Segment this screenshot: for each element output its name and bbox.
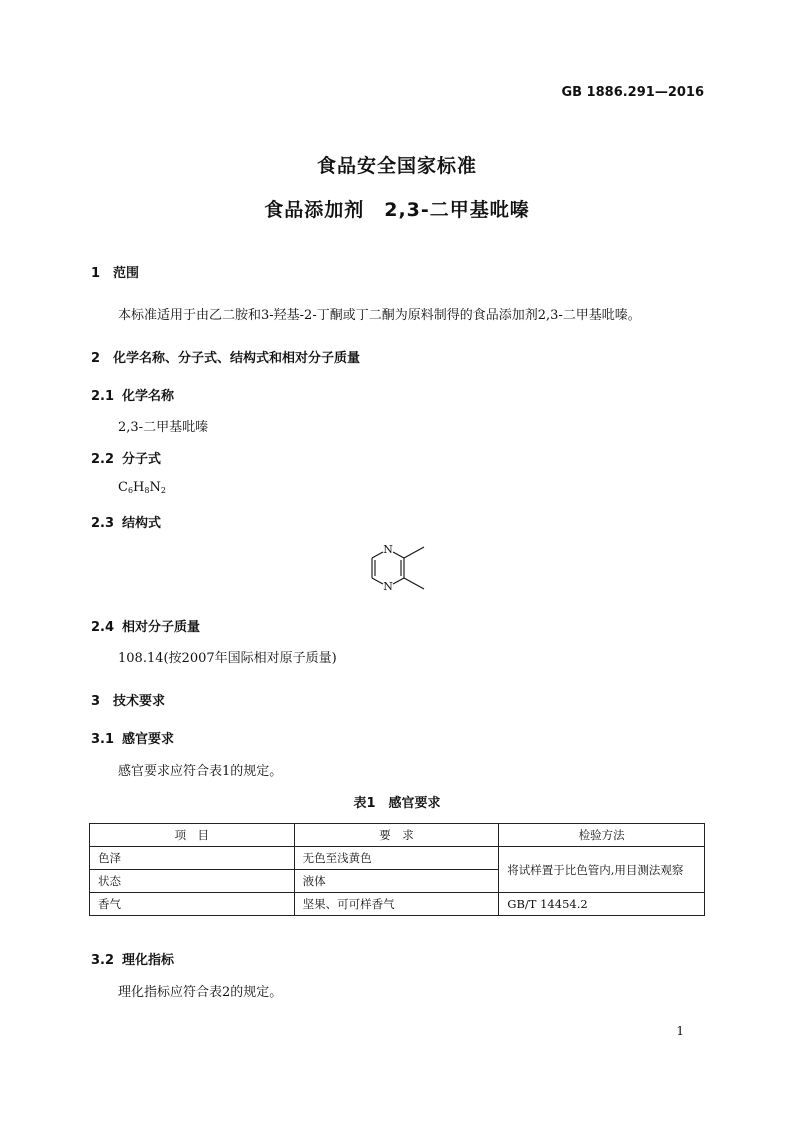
molecular-formula: $C_6H_8N_2$: [118, 480, 166, 495]
table-header-cell: 检验方法: [499, 824, 705, 847]
section-3-2-body: 理化指标应符合表2的规定。: [118, 985, 283, 1000]
table-header-cell: 项 目: [90, 824, 295, 847]
nitrogen-atom-bottom: N: [383, 580, 393, 593]
ring-bond: [393, 552, 404, 558]
table-cell: 无色至浅黄色: [294, 847, 499, 870]
section-title: 化学名称: [122, 389, 175, 404]
table-cell: 液体: [294, 870, 499, 893]
section-3-2-heading: [91, 949, 174, 968]
section-2-2-heading: [91, 448, 161, 467]
title-line-1: 食品安全国家标准: [316, 155, 477, 177]
section-title: 理化指标: [122, 953, 175, 968]
section-number: 2.4: [91, 620, 115, 635]
table-1-caption: 表1 感官要求: [353, 796, 441, 811]
section-1-body: 本标准适用于由乙二胺和3-羟基-2-丁酮或丁二酮为原料制得的食品添加剂2,3-二甲基吡嗪。: [118, 308, 641, 323]
methyl-bond: [404, 578, 424, 589]
table-cell: 状态: [90, 870, 295, 893]
section-number: 3.2: [91, 953, 115, 968]
table-row: [90, 847, 705, 870]
table-header-row: [90, 824, 705, 847]
section-number: 2: [91, 351, 101, 366]
page-number: 1: [676, 1024, 684, 1038]
table-cell: GB/T 14454.2: [499, 893, 705, 916]
section-title: 相对分子质量: [122, 620, 201, 635]
table-cell: 将试样置于比色管内,用目测法观察: [499, 847, 705, 893]
methyl-bond: [404, 547, 424, 558]
section-number: 2.2: [91, 452, 115, 467]
table-row: [90, 893, 705, 916]
section-number: 2.3: [91, 516, 115, 531]
section-1-heading: [91, 262, 139, 281]
section-title: 感官要求: [122, 732, 175, 747]
table-cell: 坚果、可可样香气: [294, 893, 499, 916]
section-2-3-heading: [91, 512, 161, 531]
table-cell: 香气: [90, 893, 295, 916]
table-cell: 色泽: [90, 847, 295, 870]
section-3-1-heading: [91, 728, 174, 747]
table-1: [89, 823, 705, 916]
section-title: 结构式: [122, 516, 162, 531]
section-title: 化学名称、分子式、结构式和相对分子质量: [113, 351, 361, 366]
ring-bond: [393, 578, 404, 584]
ring-bond: [372, 578, 383, 584]
title-line-2: 食品添加剂 2,3-二甲基吡嗪: [264, 199, 530, 221]
section-number: 1: [91, 266, 101, 281]
section-title: 技术要求: [113, 694, 166, 709]
molecular-weight: 108.14(按2007年国际相对原子质量): [118, 651, 337, 666]
ring-bond: [372, 552, 383, 558]
section-number: 3: [91, 694, 101, 709]
standard-number: GB 1886.291—2016: [561, 85, 704, 100]
section-number: 3.1: [91, 732, 115, 747]
chemical-name: 2,3-二甲基吡嗪: [118, 420, 209, 435]
section-2-1-heading: [91, 385, 174, 404]
section-title: 分子式: [122, 452, 162, 467]
section-number: 2.1: [91, 389, 115, 404]
structural-formula: [360, 538, 440, 600]
section-3-heading: [91, 690, 165, 709]
nitrogen-atom-top: N: [383, 543, 393, 556]
table-header-cell: 要 求: [294, 824, 499, 847]
section-3-1-body: 感官要求应符合表1的规定。: [118, 764, 283, 779]
section-title: 范围: [113, 266, 140, 281]
section-2-heading: [91, 347, 360, 366]
section-2-4-heading: [91, 616, 200, 635]
